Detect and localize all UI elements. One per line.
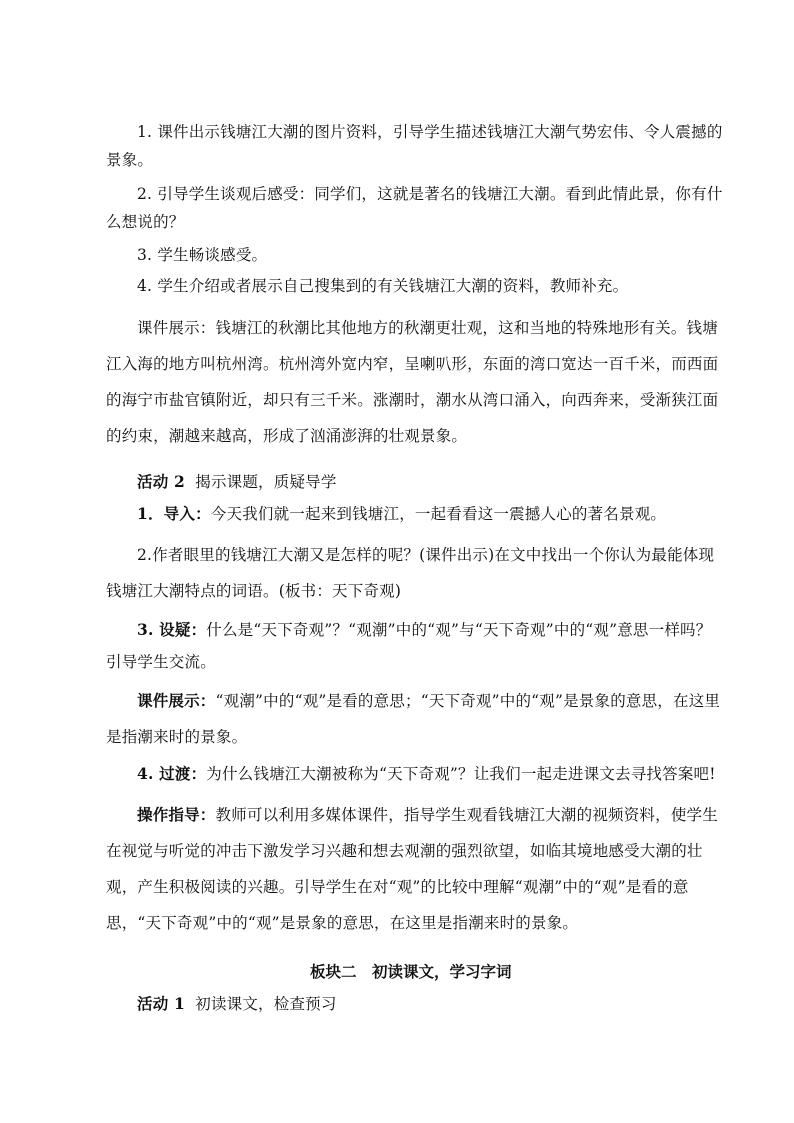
paragraph-3 bbox=[106, 241, 726, 269]
paragraph-2-text: 2. 引导学生谈观后感受：同学们，这就是著名的钱塘江大潮。看到此情此景，你有什么想说的？ bbox=[106, 185, 723, 231]
paragraph-11-label: 操作指导： bbox=[137, 805, 216, 824]
paragraph-8-text: 什么是“天下奇观”？“观潮”中的“观”与“天下奇观”中的“观”意思一样吗？引导学生交流。 bbox=[106, 621, 712, 671]
paragraph-2 bbox=[106, 180, 726, 236]
paragraph-4-text: 4. 学生介绍或者展示自己搜集到的有关钱塘江大潮的资料，教师补充。 bbox=[137, 277, 629, 295]
activity-1-heading bbox=[106, 990, 726, 1018]
paragraph-10-text: 为什么钱塘江大潮被称为“天下奇观”？让我们一起走进课文去寻找答案吧! bbox=[206, 765, 716, 783]
activity-2-heading bbox=[106, 468, 726, 496]
paragraph-9-label: 课件展示： bbox=[137, 691, 216, 710]
paragraph-5 bbox=[106, 310, 726, 454]
paragraph-11-text: 教师可以利用多媒体课件，指导学生观看钱塘江大潮的视频资料，使学生在视觉与听觉的冲击下激发学习兴趣和想去观潮的强烈欲望，如临其境地感受大潮的壮观，产生积极阅读的兴趣。引导学生在对“观”的比较中理解“观潮”中的“观”是看的意思，“天下奇观”中的“观”是景象的意思，在这里是指潮来时的景象。 bbox=[106, 806, 718, 932]
section-2-heading bbox=[310, 958, 610, 986]
paragraph-8 bbox=[106, 614, 726, 678]
activity-2-label: 活动 2 bbox=[137, 472, 185, 491]
paragraph-5-label: 课件展示： bbox=[137, 319, 216, 337]
paragraph-6 bbox=[106, 500, 726, 528]
paragraph-1-text: 1. 课件出示钱塘江大潮的图片资料，引导学生描述钱塘江大潮气势宏伟、令人震撼的景象。 bbox=[106, 123, 723, 169]
paragraph-6-text: 今天我们就一起来到钱塘江，一起看看这一震撼人心的著名景观。 bbox=[210, 505, 667, 523]
activity-2-title: 揭示课题，质疑导学 bbox=[195, 473, 337, 491]
paragraph-6-label: 1．导入： bbox=[137, 504, 211, 523]
paragraph-11 bbox=[106, 797, 726, 941]
paragraph-3-text: 3. 学生畅谈感受。 bbox=[137, 246, 268, 264]
paragraph-1 bbox=[106, 118, 726, 174]
paragraph-9 bbox=[106, 683, 726, 755]
paragraph-8-label: 3. 设疑： bbox=[137, 620, 207, 639]
paragraph-7-text: 2.作者眼里的钱塘江大潮又是怎样的呢？(课件出示)在文中找出一个你认为最能体现钱塘江大潮特点的词语。(板书：天下奇观) bbox=[106, 546, 715, 600]
paragraph-7 bbox=[106, 537, 726, 609]
paragraph-9-text: “观潮”中的“观”是看的意思；“天下奇观”中的“观”是景象的意思，在这里是指潮来时的景象。 bbox=[106, 692, 721, 746]
activity-1-title: 初读课文，检查预习 bbox=[195, 995, 337, 1013]
paragraph-4 bbox=[106, 272, 726, 300]
paragraph-10 bbox=[106, 760, 726, 788]
paragraph-5-text: 钱塘江的秋潮比其他地方的秋潮更壮观，这和当地的特殊地形有关。钱塘江入海的地方叫杭州湾。杭州湾外宽内窄，呈喇叭形，东面的湾口宽达一百千米，而西面的海宁市盐官镇附近，却只有三千米。涨潮时，潮水从湾口涌入，向西奔来，受渐狭江面的约束，潮越来越高，形成了汹涌澎湃的壮观景象。 bbox=[106, 319, 719, 445]
paragraph-10-label: 4. 过渡： bbox=[137, 764, 207, 783]
section-2-title: 板块二 初读课文，学习字词 bbox=[310, 962, 512, 981]
activity-1-label: 活动 1 bbox=[137, 994, 185, 1013]
